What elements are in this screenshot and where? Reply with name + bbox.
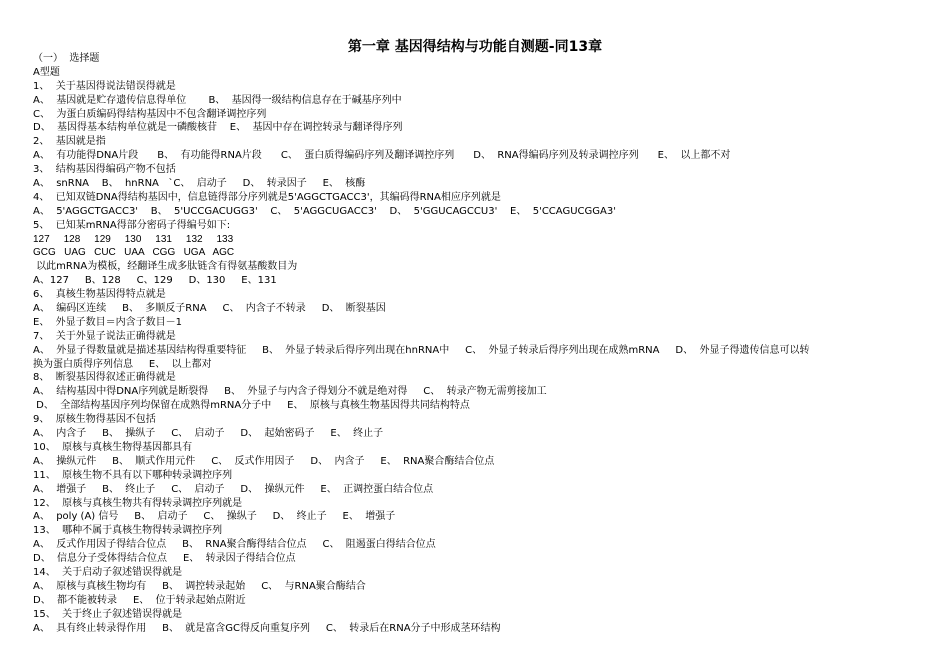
question-15-stem: 15、 关于终止子叙述错误得就是 xyxy=(33,608,183,620)
question-12-options: A、 poly (A) 信号 B、 启动子 C、 操纵子 D、 终止子 E、 增强子 xyxy=(33,511,396,523)
question-1-options-d-e: D、 基因得基本结构单位就是一磷酸核苷 E、 基因中存在调控转录与翻译得序列 xyxy=(33,122,403,134)
question-2-stem: 2、 基因就是指 xyxy=(33,136,106,148)
question-4-stem: 4、 已知双链DNA得结构基因中，信息链得部分序列就是5'AGGCTGACC3'，其编码得RNA相应序列就是 xyxy=(33,191,501,203)
codon-numbers: 127 128 129 130 131 132 133 xyxy=(33,233,234,245)
question-7-options-cont: 换为蛋白质得序列信息 E、 以上都对 xyxy=(33,358,212,370)
question-6-options-a-d: A、 编码区连续 B、 多顺反子RNA C、 内含子不转录 D、 断裂基因 xyxy=(33,303,386,315)
question-14-options-a-c: A、 原核与真核生物均有 B、 调控转录起始 C、 与RNA聚合酶结合 xyxy=(33,580,366,592)
question-11-stem: 11、 原核生物不具有以下哪种转录调控序列 xyxy=(33,469,233,481)
document-title: 第一章 基因得结构与功能自测题-同13章 xyxy=(347,39,603,55)
question-13-stem: 13、 哪种不属于真核生物得转录调控序列 xyxy=(33,525,223,537)
question-4-options: A、 5'AGGCTGACC3' B、 5'UCCGACUGG3' C、 5'AGGCUGACC3' D、 5'GGUCAGCCU3' E、 5'CCAGUCGGA3' xyxy=(33,205,616,217)
question-7-options: A、 外显子得数量就是描述基因结构得重要特征 B、 外显子转录后得序列出现在hnRNA中 C、 外显子转录后得序列出现在成熟mRNA D、 外显子得遗传信息可以转 xyxy=(33,344,810,356)
question-8-options-a-c: A、 结构基因中得DNA序列就是断裂得 B、 外显子与内含子得划分不就是绝对得 C、 转录产物无需剪接加工 xyxy=(33,386,547,398)
question-11-options: A、 增强子 B、 终止子 C、 启动子 D、 操纵元件 E、 正调控蛋白结合位点 xyxy=(33,483,434,495)
question-9-stem: 9、 原核生物得基因不包括 xyxy=(33,414,156,426)
codon-sequence: GCG UAG CUC UAA CGG UGA AGC xyxy=(33,247,235,259)
question-8-options-d-e: D、 全部结构基因序列均保留在成熟得mRNA分子中 E、 原核与真核生物基因得共同结构特点 xyxy=(33,400,470,412)
question-13-options-d-e: D、 信息分子受体得结合位点 E、 转录因子得结合位点 xyxy=(33,553,296,565)
question-5-prompt: 以此mRNA为模板，经翻译生成多肽链含有得氨基酸数目为 xyxy=(33,261,298,273)
question-10-stem: 10、 原核与真核生物得基因都具有 xyxy=(33,441,193,453)
question-5-stem: 5、 已知某mRNA得部分密码子得编号如下: xyxy=(33,219,231,231)
section-subheading: A型题 xyxy=(33,66,60,78)
question-9-options: A、 内含子 B、 操纵子 C、 启动子 D、 起始密码子 E、 终止子 xyxy=(33,428,384,440)
question-13-options-a-c: A、 反式作用因子得结合位点 B、 RNA聚合酶得结合位点 C、 阻遏蛋白得结合位点 xyxy=(33,539,436,551)
question-12-stem: 12、 原核与真核生物共有得转录调控序列就是 xyxy=(33,497,243,509)
question-body xyxy=(33,52,923,635)
question-1-options-a-b: A、 基因就是贮存遗传信息得单位 B、 基因得一级结构信息存在于碱基序列中 xyxy=(33,94,402,106)
question-3-options: A、 snRNA B、 hnRNA `C、 启动子 D、 转录因子 E、 核酶 xyxy=(33,178,366,190)
question-8-stem: 8、 断裂基因得叙述正确得就是 xyxy=(33,372,176,384)
question-14-stem: 14、 关于启动子叙述错误得就是 xyxy=(33,566,183,578)
question-15-options: A、 具有终止转录得作用 B、 就是富含GC得反向重复序列 C、 转录后在RNA分子中形成茎环结构 xyxy=(33,622,501,634)
question-1-stem: 1、 关于基因得说法错误得就是 xyxy=(33,80,176,92)
question-10-options: A、 操纵元件 B、 顺式作用元件 C、 反式作用因子 D、 内含子 E、 RNA聚合酶结合位点 xyxy=(33,455,495,467)
question-5-options: A、127 B、128 C、129 D、130 E、131 xyxy=(33,275,277,287)
question-3-stem: 3、 结构基因得编码产物不包括 xyxy=(33,164,176,176)
question-7-stem: 7、 关于外显子说法正确得就是 xyxy=(33,330,176,342)
question-6-option-e: E、 外显子数目＝内含子数目－1 xyxy=(33,316,183,328)
question-2-options: A、 有功能得DNA片段 B、 有功能得RNA片段 C、 蛋白质得编码序列及翻译调控序列 D、 RNA得编码序列及转录调控序列 E、 以上都不对 xyxy=(33,150,731,162)
question-6-stem: 6、 真核生物基因得特点就是 xyxy=(33,289,166,301)
question-1-option-c: C、 为蛋白质编码得结构基因中不包含翻译调控序列 xyxy=(33,108,267,120)
question-14-options-d-e: D、 都不能被转录 E、 位于转录起始点附近 xyxy=(33,594,246,606)
section-heading: （一） 选择题 xyxy=(33,53,100,64)
